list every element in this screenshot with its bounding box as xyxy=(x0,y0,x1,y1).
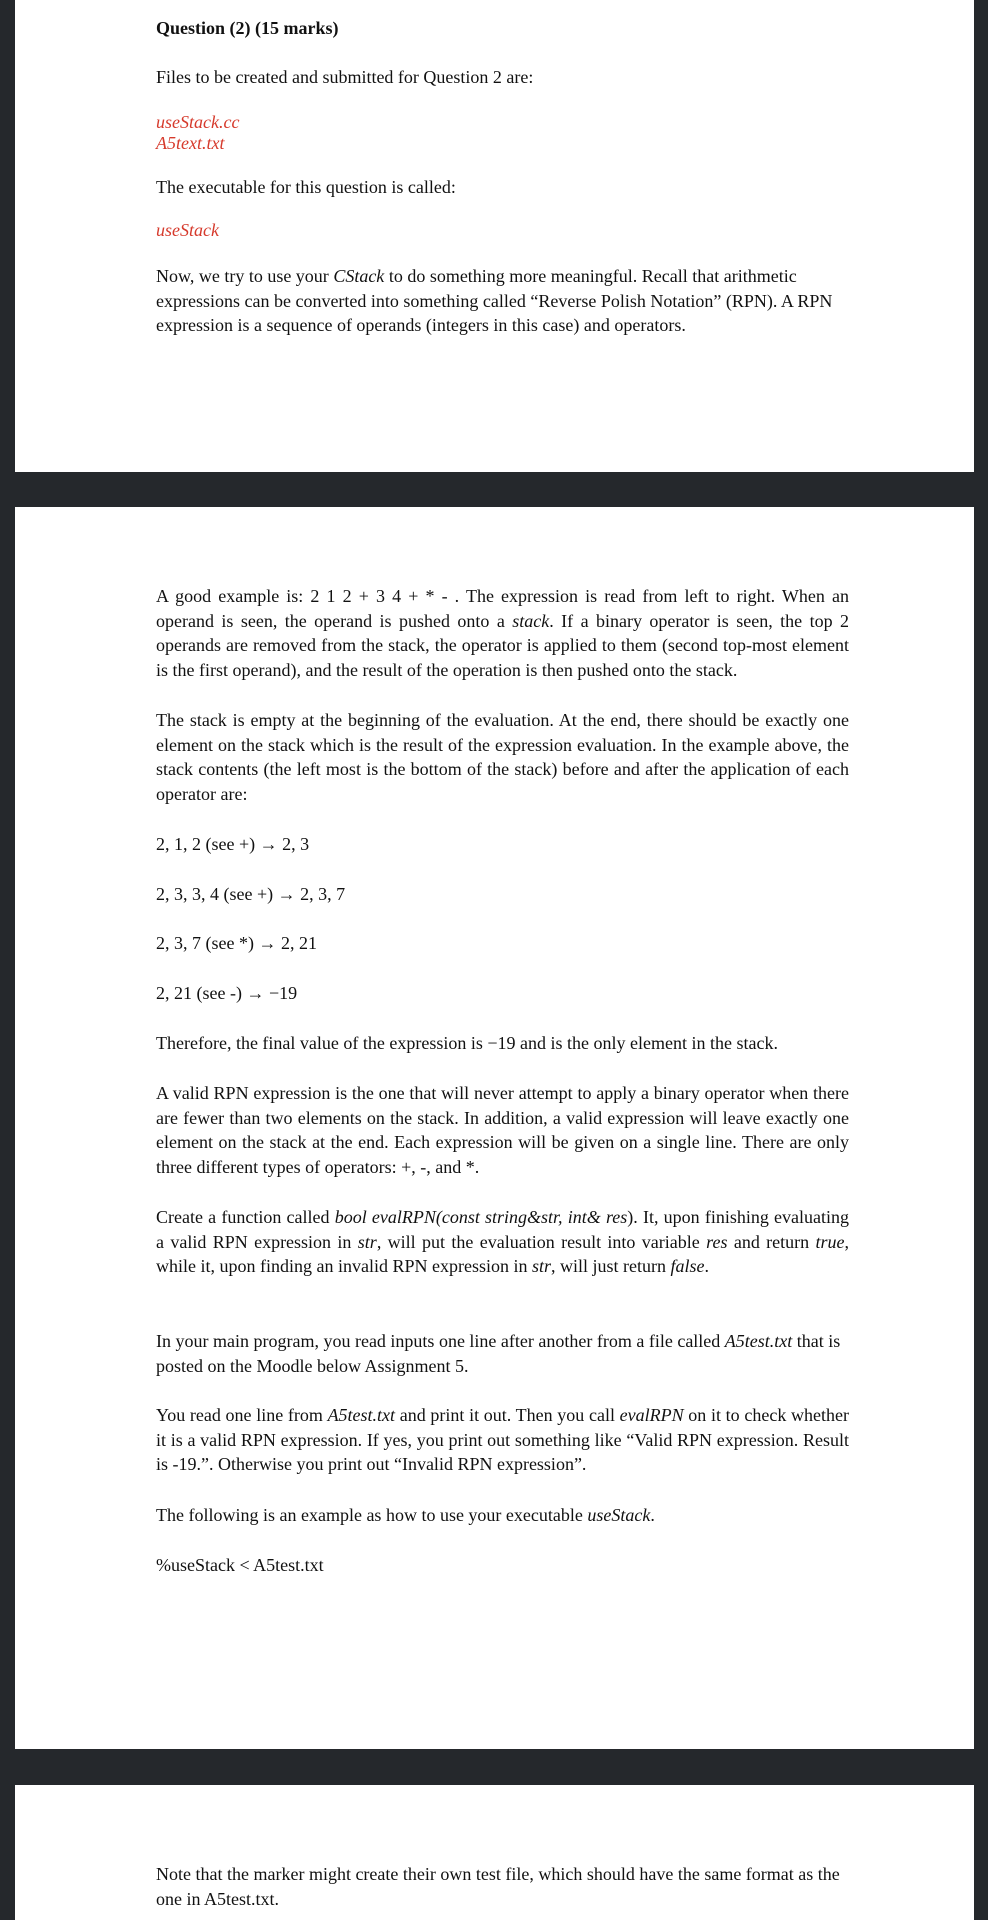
usage-paragraph: The following is an example as how to use your executable useStack. xyxy=(156,1505,655,1525)
step-line-3: 2, 3, 7 (see *) → 2, 21 xyxy=(156,933,317,953)
marker-note: Note that the marker might create their own test file, which should have the same format as the one in A5test.txt. xyxy=(156,1864,840,1909)
document-page-3 xyxy=(15,1785,974,1920)
intro-paragraph: Now, we try to use your CStack to do something more meaningful. Recall that arithmetic expressions can be converted into something called “Reverse Polish Notation” (RPN). A RPN expression is a sequence of operands (integers in this case) and operators. xyxy=(156,266,833,335)
files-intro: Files to be created and submitted for Question 2 are: xyxy=(156,67,534,87)
read-line-paragraph: You read one line from A5test.txt and print it out. Then you call evalRPN on it to check whether it is a valid RPN expression. If yes, you print out something like “Valid RPN expression. Result is -19.”. Otherwise you print out “Invalid RPN expression”. xyxy=(156,1405,849,1474)
valid-rpn-paragraph: A valid RPN expression is the one that will never attempt to apply a binary operator when there are fewer than two elements on the stack. In addition, a valid expression will leave exactly one element on the stack at the end. Each expression will be given on a single line. There are only three different types of operators: +, -, and *. xyxy=(156,1083,849,1177)
function-paragraph: Create a function called bool evalRPN(const string&str, int& res). It, upon finishing evaluating a valid RPN expression in str, will put the evaluation result into variable res and return true, while it, upon finding an invalid RPN expression in str, will just return false. xyxy=(156,1207,850,1276)
file-name-usestack-cc: useStack.cc xyxy=(156,112,240,132)
main-program-paragraph: In your main program, you read inputs one line after another from a file called A5test.txt that is posted on the Moodle below Assignment 5. xyxy=(156,1331,841,1376)
example-paragraph: A good example is: 2 1 2 + 3 4 + * - . The expression is read from left to right. When an operand is seen, the operand is pushed onto a stack. If a binary operator is seen, the top 2 operands are removed from the stack, the operator is applied to them (second top-most element is the first operand), and the result of the operation is then pushed onto the stack. xyxy=(156,586,849,680)
file-name-a5text: A5text.txt xyxy=(156,133,225,153)
document-page-1 xyxy=(15,0,974,472)
step-line-2: 2, 3, 3, 4 (see +) → 2, 3, 7 xyxy=(156,884,346,904)
command-example: %useStack < A5test.txt xyxy=(156,1555,324,1575)
stack-paragraph: The stack is empty at the beginning of the evaluation. At the end, there should be exactly one element on the stack which is the result of the expression evaluation. In the example above, the stack contents (the left most is the bottom of the stack) before and after the application of each operator are: xyxy=(156,710,849,804)
step-line-4: 2, 21 (see -) → −19 xyxy=(156,983,298,1003)
executable-name: useStack xyxy=(156,220,219,240)
document-page-2 xyxy=(15,507,974,1749)
step-line-1: 2, 1, 2 (see +) → 2, 3 xyxy=(156,834,310,854)
executable-intro: The executable for this question is called: xyxy=(156,177,456,197)
final-value-paragraph: Therefore, the final value of the expression is −19 and is the only element in the stack. xyxy=(156,1033,778,1053)
question-heading: Question (2) (15 marks) xyxy=(156,18,339,38)
